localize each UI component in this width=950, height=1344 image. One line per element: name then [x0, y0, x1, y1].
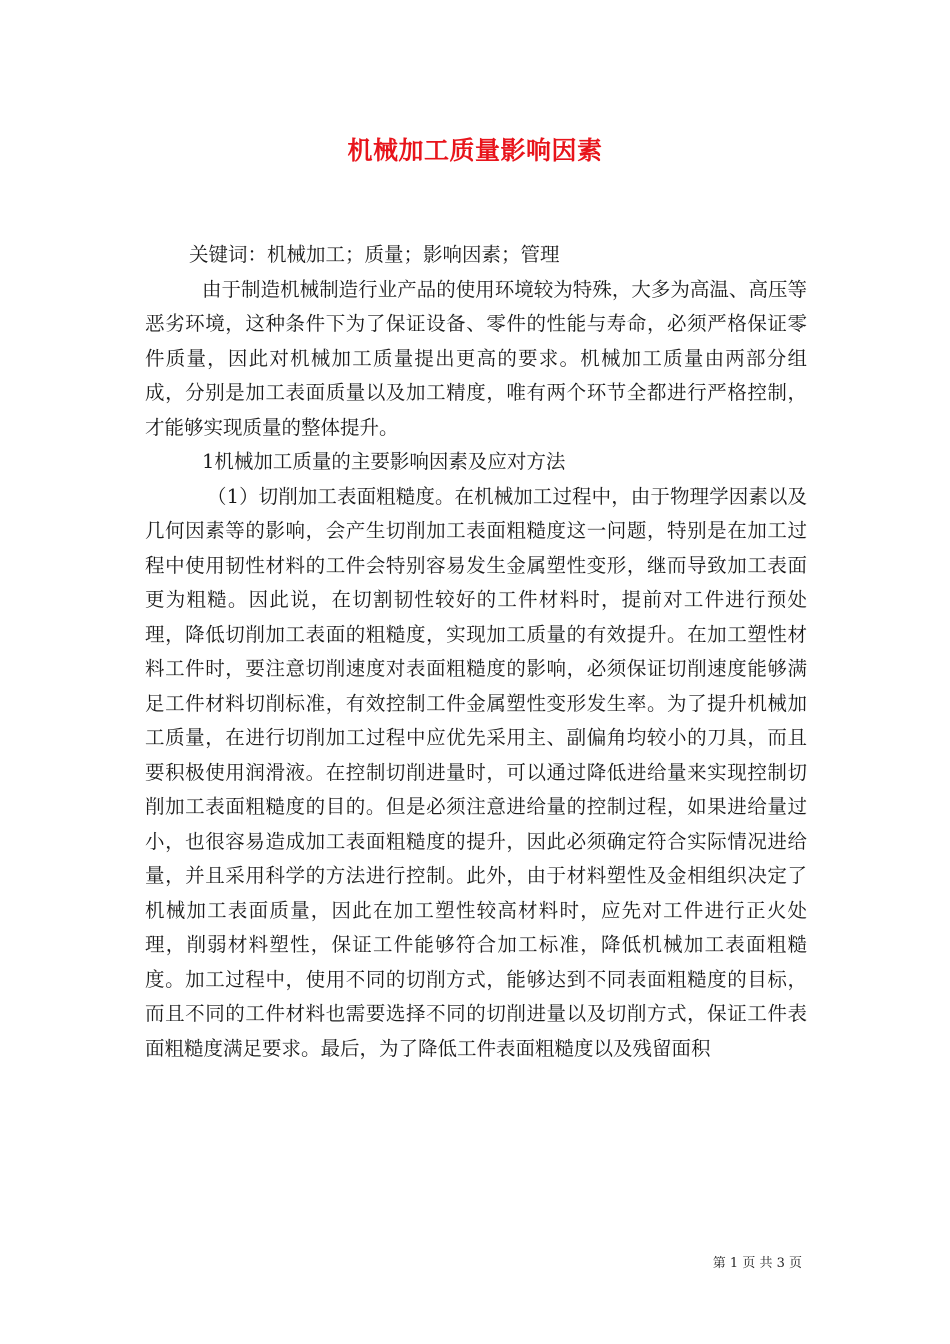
keywords-paragraph: 关键词：机械加工；质量；影响因素；管理: [189, 243, 560, 266]
document-body: [145, 238, 807, 1066]
section-heading: 1机械加工质量的主要影响因素及应对方法: [202, 450, 566, 473]
document-title: 机械加工质量影响因素: [347, 136, 603, 165]
page-footer: 第 1 页 共 3 页: [712, 1256, 802, 1271]
intro-paragraph: 由于制造机械制造行业产品的使用环境较为特殊，大多为高温、高压等恶劣环境，这种条件下为了保证设备、零件的性能与寿命，必须严格保证零件质量，因此对机械加工质量提出更高的要求。机械加工质量由两部分组成，分别是加工表面质量以及加工精度，唯有两个环节全都进行严格控制，才能够实现质量的整体提升。: [145, 277, 807, 439]
body-paragraph: （1）切削加工表面粗糙度。在机械加工过程中，由于物理学因素以及几何因素等的影响，会产生切削加工表面粗糙度这一问题，特别是在加工过程中使用韧性材料的工件会特别容易发生金属塑性变形，继而导致加工表面更为粗糙。因此说，在切割韧性较好的工件材料时，提前对工件进行预处理，降低切削加工表面的粗糙度，实现加工质量的有效提升。在加工塑性材料工件时，要注意切削速度对表面粗糙度的影响，必须保证切削速度能够满足工件材料切削标准，有效控制工件金属塑性变形发生率。为了提升机械加工质量，在进行切削加工过程中应优先采用主、副偏角均较小的刀具，而且要积极使用润滑液。在控制切削进量时，可以通过降低进给量来实现控制切削加工表面粗糙度的目的。但是必须注意进给量的控制过程，如果进给量过小，也很容易造成加工表面粗糙度的提升，因此必须确定符合实际情况进给量，并且采用科学的方法进行控制。此外，由于材料塑性及金相组织决定了机械加工表面质量，因此在加工塑性较高材料时，应先对工件进行正火处理，削弱材料塑性，保证工件能够符合加工标准，降低机械加工表面粗糙度。加工过程中，使用不同的切削方式，能够达到不同表面粗糙度的目标，而且不同的工件材料也需要选择不同的切削进量以及切削方式，保证工件表面粗糙度满足要求。最后，为了降低工件表面粗糙度以及残留面积: [145, 484, 807, 1060]
